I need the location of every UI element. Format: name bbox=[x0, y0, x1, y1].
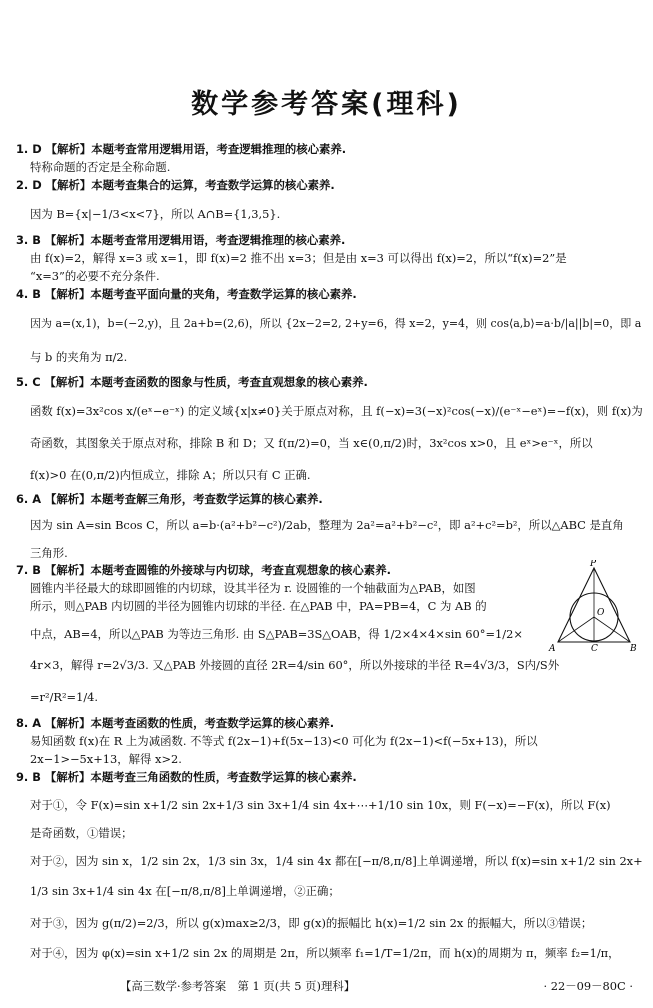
answer-line: 由 f(x)=2，解得 x=3 或 x=1，即 f(x)=2 推不出 x=3；但是由 x=3 可以得出 f(x)=2，所以“f(x)=2”是 bbox=[30, 251, 567, 265]
answer-line: f(x)>0 在(0,π/2)内恒成立，排除 A；所以只有 C 正确. bbox=[30, 468, 311, 482]
answer-line: 易知函数 f(x)在 R 上为减函数. 不等式 f(2x−1)+f(5x−13)<0 可化为 f(2x−1)<f(−5x+13)，所以 bbox=[30, 734, 538, 748]
segment-bo bbox=[594, 617, 630, 642]
label-b: B bbox=[630, 644, 637, 652]
answer-line: 因为 B={x|−1/3<x<7}，所以 A∩B={1,3,5}. bbox=[30, 207, 281, 221]
cone-cross-section-figure bbox=[548, 560, 640, 652]
answer-line: 函数 f(x)=3x²cos x/(eˣ−e⁻ˣ) 的定义域{x|x≠0}关于原点对称，且 f(−x)=3(−x)²cos(−x)/(e⁻ˣ−eˣ)=−f(x)，则 f(x)为 bbox=[30, 404, 643, 418]
question-heading: 3. B 【解析】本题考查常用逻辑用语，考查逻辑推理的核心素养. bbox=[16, 233, 346, 247]
label-o: O bbox=[597, 608, 605, 618]
answer-line: 对于②，因为 sin x，1/2 sin 2x，1/3 sin 3x，1/4 sin 4x 都在[−π/8,π/8]上单调递增，所以 f(x)=sin x+1/2 sin 2x+ bbox=[30, 854, 643, 868]
answer-line: 对于③，因为 g(π/2)=2/3，所以 g(x)max≥2/3，即 g(x)的振幅比 h(x)=1/2 sin 2x 的振幅大，所以③错误； bbox=[30, 916, 593, 930]
answer-line: 特称命题的否定是全称命题. bbox=[30, 160, 171, 174]
answer-line: 所示，则△PAB 内切圆的半径为圆锥内切球的半径. 在△PAB 中，PA=PB=4，C 为 AB 的 bbox=[30, 599, 487, 613]
page-title: 数学参考答案(理科) bbox=[191, 89, 462, 120]
answer-line: 与 b 的夹角为 π/2. bbox=[30, 350, 128, 364]
question-heading: 9. B 【解析】本题考查三角函数的性质，考查数学运算的核心素养. bbox=[16, 770, 357, 784]
answer-line: “x=3”的必要不充分条件. bbox=[30, 269, 160, 283]
question-heading: 2. D 【解析】本题考查集合的运算，考查数学运算的核心素养. bbox=[16, 178, 335, 192]
question-heading: 7. B 【解析】本题考查圆锥的外接球与内切球，考查直观想象的核心素养. bbox=[16, 563, 391, 577]
question-heading: 6. A 【解析】本题考查解三角形，考查数学运算的核心素养. bbox=[16, 492, 323, 506]
label-p: P bbox=[590, 560, 597, 569]
question-heading: 5. C 【解析】本题考查函数的图象与性质，考查直观想象的核心素养. bbox=[16, 375, 368, 389]
answer-line: 4r×3，解得 r=2√3/3. 又△PAB 外接圆的直径 2R=4/sin 60°，所以外接球的半径 R=4√3/3，S内/S外 bbox=[30, 658, 560, 672]
question-heading: 1. D 【解析】本题考查常用逻辑用语，考查逻辑推理的核心素养. bbox=[16, 142, 347, 156]
question-heading: 4. B 【解析】本题考查平面向量的夹角，考查数学运算的核心素养. bbox=[16, 287, 357, 301]
question-heading: 8. A 【解析】本题考查函数的性质，考查数学运算的核心素养. bbox=[16, 716, 335, 730]
answer-line: =r²/R²=1/4. bbox=[30, 690, 99, 704]
label-c: C bbox=[591, 644, 598, 652]
answer-line: 因为 a=(x,1)，b=(−2,y)，且 2a+b=(2,6)，所以 {2x−2=2, 2+y=6，得 x=2，y=4，则 cos⟨a,b⟩=a·b/|a||b|=0，即 a bbox=[30, 317, 642, 330]
answer-line: 是奇函数，①错误； bbox=[30, 826, 133, 840]
label-a: A bbox=[549, 644, 556, 652]
page-footer: 【高三数学·参考答案 第 1 页(共 5 页)理科】 bbox=[120, 979, 356, 993]
footer-code: · 22－09－80C · bbox=[543, 979, 633, 993]
answer-line: 三角形. bbox=[30, 546, 68, 560]
answer-line: 1/3 sin 3x+1/4 sin 4x 在[−π/8,π/8]上单调递增，②正确； bbox=[30, 884, 340, 898]
answer-line: 圆锥内半径最大的球即圆锥的内切球，设其半径为 r. 设圆锥的一个轴截面为△PAB，如图 bbox=[30, 581, 476, 595]
answer-line: 2x−1>−5x+13，解得 x>2. bbox=[30, 752, 182, 766]
answer-line: 奇函数，其图象关于原点对称，排除 B 和 D；又 f(π/2)=0，当 x∈(0,π/2)时，3x²cos x>0，且 eˣ>e⁻ˣ，所以 bbox=[30, 436, 593, 450]
answer-line: 对于①，令 F(x)=sin x+1/2 sin 2x+1/3 sin 3x+1/4 sin 4x+⋯+1/10 sin 10x，则 F(−x)=−F(x)，所以 F(x) bbox=[30, 798, 611, 812]
segment-ao bbox=[558, 617, 594, 642]
answer-line: 对于④，因为 φ(x)=sin x+1/2 sin 2x 的周期是 2π，所以频率 f₁=1/T=1/2π，而 h(x)的周期为 π，频率 f₂=1/π， bbox=[30, 946, 620, 960]
answer-line: 中点，AB=4，所以△PAB 为等边三角形. 由 S△PAB=3S△OAB，得 1/2×4×4×sin 60°=1/2× bbox=[30, 627, 523, 641]
answer-line: 因为 sin A=sin Bcos C，所以 a=b·(a²+b²−c²)/2ab，整理为 2a²=a²+b²−c²，即 a²+c²=b²，所以△ABC 是直角 bbox=[30, 518, 624, 532]
